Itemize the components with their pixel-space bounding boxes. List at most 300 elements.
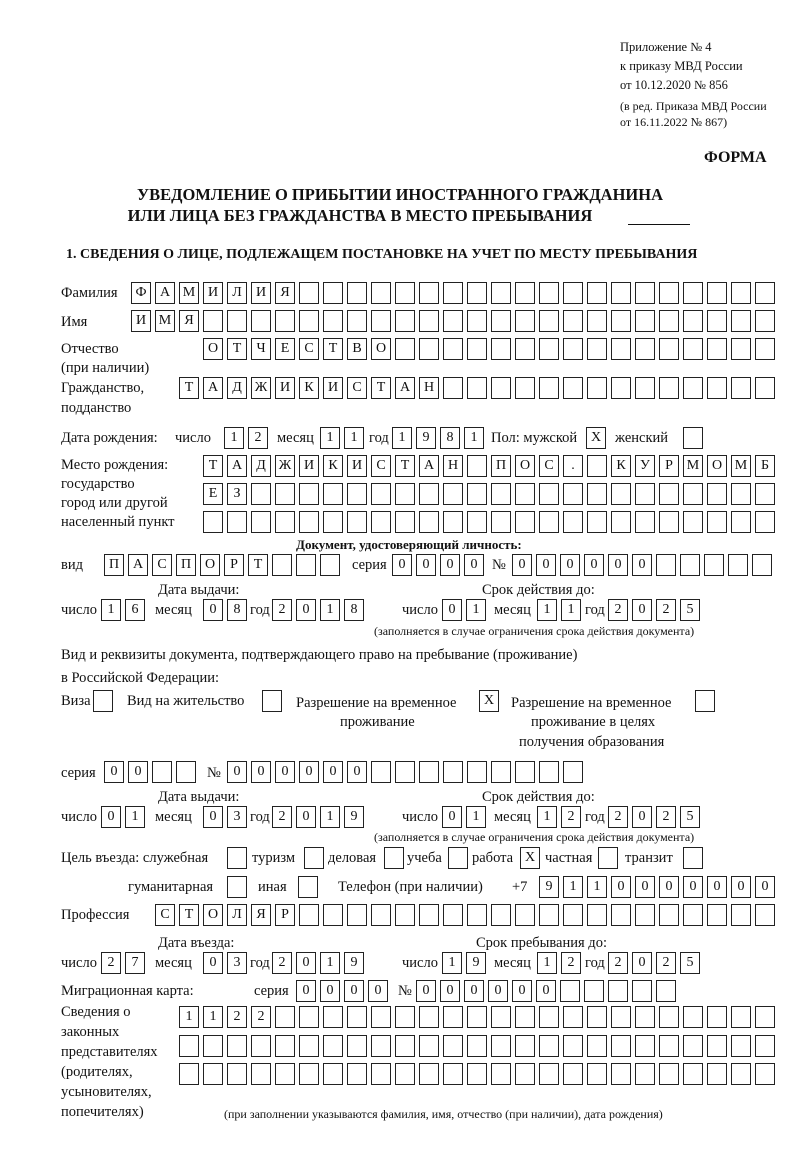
char-box[interactable]: 5	[680, 806, 700, 828]
char-box[interactable]	[683, 1063, 703, 1085]
char-box[interactable]: Т	[203, 455, 223, 477]
char-box[interactable]	[635, 483, 655, 505]
char-box[interactable]: 0	[368, 980, 388, 1002]
char-box[interactable]	[656, 980, 676, 1002]
citizenship-field[interactable]	[179, 377, 775, 399]
char-box[interactable]	[632, 980, 652, 1002]
char-box[interactable]	[251, 1035, 271, 1057]
char-box[interactable]	[539, 511, 559, 533]
char-box[interactable]	[683, 1035, 703, 1057]
char-box[interactable]	[275, 483, 295, 505]
char-box[interactable]: Л	[227, 282, 247, 304]
char-box[interactable]: 0	[611, 876, 631, 898]
char-box[interactable]: 0	[512, 554, 532, 576]
char-box[interactable]	[587, 904, 607, 926]
char-box[interactable]: А	[155, 282, 175, 304]
char-box[interactable]: 3	[227, 952, 247, 974]
char-box[interactable]	[179, 1035, 199, 1057]
char-box[interactable]: С	[155, 904, 175, 926]
checkbox-cell[interactable]	[227, 876, 247, 898]
char-box[interactable]: 0	[299, 761, 319, 783]
char-box[interactable]	[635, 282, 655, 304]
char-box[interactable]: 0	[584, 554, 604, 576]
char-box[interactable]: Д	[251, 455, 271, 477]
char-box[interactable]	[755, 904, 775, 926]
stay-until-year-field[interactable]	[608, 952, 700, 974]
char-box[interactable]	[659, 310, 679, 332]
temp-residence-checkbox[interactable]	[479, 690, 499, 712]
char-box[interactable]	[707, 1006, 727, 1028]
char-box[interactable]: И	[323, 377, 343, 399]
char-box[interactable]	[491, 282, 511, 304]
char-box[interactable]: А	[227, 455, 247, 477]
char-box[interactable]	[323, 1006, 343, 1028]
char-box[interactable]: М	[683, 455, 703, 477]
char-box[interactable]	[587, 511, 607, 533]
sex-male-checkbox[interactable]	[586, 427, 606, 449]
char-box[interactable]: 1	[179, 1006, 199, 1028]
char-box[interactable]	[731, 1063, 751, 1085]
char-box[interactable]	[515, 1006, 535, 1028]
checkbox-cell[interactable]: X	[520, 847, 540, 869]
char-box[interactable]	[611, 1006, 631, 1028]
char-box[interactable]	[467, 310, 487, 332]
char-box[interactable]: И	[131, 310, 151, 332]
char-box[interactable]	[659, 1063, 679, 1085]
char-box[interactable]	[635, 1035, 655, 1057]
char-box[interactable]: О	[371, 338, 391, 360]
char-box[interactable]: 2	[272, 952, 292, 974]
char-box[interactable]: А	[419, 455, 439, 477]
char-box[interactable]	[251, 483, 271, 505]
char-box[interactable]	[731, 282, 751, 304]
char-box[interactable]: 0	[635, 876, 655, 898]
char-box[interactable]: С	[347, 377, 367, 399]
char-box[interactable]: Ж	[275, 455, 295, 477]
char-box[interactable]: А	[128, 554, 148, 576]
char-box[interactable]	[563, 338, 583, 360]
entry-year-field[interactable]	[272, 952, 364, 974]
char-box[interactable]	[755, 338, 775, 360]
char-box[interactable]	[611, 310, 631, 332]
char-box[interactable]: Ч	[251, 338, 271, 360]
char-box[interactable]	[395, 310, 415, 332]
char-box[interactable]: Т	[248, 554, 268, 576]
char-box[interactable]: 0	[227, 761, 247, 783]
char-box[interactable]	[683, 483, 703, 505]
char-box[interactable]: 0	[755, 876, 775, 898]
char-box[interactable]: К	[611, 455, 631, 477]
char-box[interactable]	[731, 483, 751, 505]
char-box[interactable]	[347, 904, 367, 926]
char-box[interactable]: 2	[608, 806, 628, 828]
stay-valid-month-field[interactable]	[537, 806, 581, 828]
char-box[interactable]: 0	[560, 554, 580, 576]
char-box[interactable]: 1	[537, 806, 557, 828]
char-box[interactable]: 2	[608, 599, 628, 621]
char-box[interactable]	[443, 1006, 463, 1028]
birth-month-field[interactable]	[320, 427, 364, 449]
char-box[interactable]	[347, 310, 367, 332]
char-box[interactable]: Р	[659, 455, 679, 477]
char-box[interactable]: Б	[755, 455, 775, 477]
char-box[interactable]: 1	[344, 427, 364, 449]
char-box[interactable]	[539, 904, 559, 926]
char-box[interactable]	[635, 338, 655, 360]
char-box[interactable]: Я	[275, 282, 295, 304]
char-box[interactable]: О	[707, 455, 727, 477]
char-box[interactable]	[443, 1063, 463, 1085]
char-box[interactable]	[299, 904, 319, 926]
char-box[interactable]: 9	[466, 952, 486, 974]
char-box[interactable]	[395, 904, 415, 926]
char-box[interactable]	[347, 1006, 367, 1028]
char-box[interactable]: Р	[275, 904, 295, 926]
char-box[interactable]	[419, 338, 439, 360]
char-box[interactable]	[515, 310, 535, 332]
char-box[interactable]: 3	[227, 806, 247, 828]
char-box[interactable]	[515, 282, 535, 304]
char-box[interactable]	[707, 310, 727, 332]
checkbox-cell[interactable]	[598, 847, 618, 869]
char-box[interactable]	[320, 554, 340, 576]
char-box[interactable]: 2	[272, 599, 292, 621]
char-box[interactable]: С	[371, 455, 391, 477]
purpose-other-checkbox[interactable]	[298, 876, 318, 898]
migration-series-field[interactable]	[296, 980, 388, 1002]
char-box[interactable]	[395, 338, 415, 360]
char-box[interactable]	[371, 904, 391, 926]
char-box[interactable]: 9	[344, 806, 364, 828]
char-box[interactable]: Е	[203, 483, 223, 505]
char-box[interactable]	[467, 904, 487, 926]
char-box[interactable]	[395, 1035, 415, 1057]
char-box[interactable]	[611, 483, 631, 505]
char-box[interactable]	[731, 310, 751, 332]
char-box[interactable]	[731, 338, 751, 360]
char-box[interactable]	[659, 338, 679, 360]
checkbox-cell[interactable]	[227, 847, 247, 869]
char-box[interactable]: 0	[683, 876, 703, 898]
char-box[interactable]	[371, 310, 391, 332]
birthplace-field[interactable]	[203, 511, 775, 533]
char-box[interactable]: С	[299, 338, 319, 360]
char-box[interactable]: 8	[227, 599, 247, 621]
char-box[interactable]: 7	[125, 952, 145, 974]
char-box[interactable]: С	[152, 554, 172, 576]
char-box[interactable]	[755, 1063, 775, 1085]
char-box[interactable]	[515, 338, 535, 360]
char-box[interactable]: К	[299, 377, 319, 399]
char-box[interactable]	[152, 761, 172, 783]
char-box[interactable]: 0	[251, 761, 271, 783]
char-box[interactable]	[707, 377, 727, 399]
purpose-humanitarian-checkbox[interactable]	[227, 876, 247, 898]
char-box[interactable]: П	[176, 554, 196, 576]
char-box[interactable]	[443, 338, 463, 360]
char-box[interactable]: 2	[251, 1006, 271, 1028]
char-box[interactable]: 1	[563, 876, 583, 898]
char-box[interactable]	[707, 904, 727, 926]
sex-female-checkbox[interactable]	[683, 427, 703, 449]
char-box[interactable]: 0	[203, 952, 223, 974]
char-box[interactable]	[584, 980, 604, 1002]
representatives-field[interactable]	[179, 1035, 775, 1057]
char-box[interactable]: Т	[179, 377, 199, 399]
checkbox-cell[interactable]	[683, 847, 703, 869]
char-box[interactable]	[611, 904, 631, 926]
representatives-field[interactable]	[179, 1006, 775, 1028]
char-box[interactable]	[419, 761, 439, 783]
char-box[interactable]: 2	[561, 952, 581, 974]
char-box[interactable]: Я	[251, 904, 271, 926]
char-box[interactable]	[659, 1006, 679, 1028]
char-box[interactable]: 0	[659, 876, 679, 898]
char-box[interactable]	[539, 483, 559, 505]
checkbox-cell[interactable]	[262, 690, 282, 712]
purpose-study-checkbox[interactable]	[448, 847, 468, 869]
char-box[interactable]	[563, 511, 583, 533]
char-box[interactable]	[467, 1035, 487, 1057]
char-box[interactable]	[728, 554, 748, 576]
residence-permit-checkbox[interactable]	[262, 690, 282, 712]
char-box[interactable]	[203, 310, 223, 332]
char-box[interactable]	[347, 511, 367, 533]
stay-series-field[interactable]	[104, 761, 196, 783]
char-box[interactable]	[443, 377, 463, 399]
char-box[interactable]	[587, 282, 607, 304]
char-box[interactable]: 0	[296, 599, 316, 621]
char-box[interactable]: 0	[464, 980, 484, 1002]
char-box[interactable]: 1	[537, 599, 557, 621]
char-box[interactable]: Д	[227, 377, 247, 399]
char-box[interactable]	[659, 904, 679, 926]
char-box[interactable]	[563, 904, 583, 926]
char-box[interactable]	[467, 377, 487, 399]
char-box[interactable]: 0	[416, 554, 436, 576]
char-box[interactable]: М	[155, 310, 175, 332]
char-box[interactable]	[659, 282, 679, 304]
char-box[interactable]: О	[203, 904, 223, 926]
char-box[interactable]: М	[731, 455, 751, 477]
char-box[interactable]	[755, 1006, 775, 1028]
checkbox-cell[interactable]	[93, 690, 113, 712]
char-box[interactable]	[491, 483, 511, 505]
char-box[interactable]	[371, 1035, 391, 1057]
char-box[interactable]	[227, 1035, 247, 1057]
char-box[interactable]	[323, 1035, 343, 1057]
char-box[interactable]	[419, 310, 439, 332]
char-box[interactable]	[731, 904, 751, 926]
char-box[interactable]	[515, 1063, 535, 1085]
patronymic-field[interactable]	[203, 338, 775, 360]
char-box[interactable]: С	[539, 455, 559, 477]
char-box[interactable]	[707, 1035, 727, 1057]
char-box[interactable]	[563, 1035, 583, 1057]
char-box[interactable]: 1	[442, 952, 462, 974]
char-box[interactable]: В	[347, 338, 367, 360]
char-box[interactable]	[467, 1063, 487, 1085]
char-box[interactable]	[611, 377, 631, 399]
char-box[interactable]: 2	[656, 806, 676, 828]
char-box[interactable]	[179, 1063, 199, 1085]
char-box[interactable]	[539, 1006, 559, 1028]
char-box[interactable]	[563, 377, 583, 399]
char-box[interactable]: Т	[395, 455, 415, 477]
char-box[interactable]	[539, 377, 559, 399]
stay-issue-day-field[interactable]	[101, 806, 145, 828]
purpose-private-checkbox[interactable]	[598, 847, 618, 869]
char-box[interactable]: 1	[320, 599, 340, 621]
char-box[interactable]	[419, 1006, 439, 1028]
checkbox-cell[interactable]	[384, 847, 404, 869]
char-box[interactable]	[515, 904, 535, 926]
char-box[interactable]	[635, 1063, 655, 1085]
char-box[interactable]	[395, 1006, 415, 1028]
char-box[interactable]	[611, 1063, 631, 1085]
char-box[interactable]	[656, 554, 676, 576]
char-box[interactable]: Н	[443, 455, 463, 477]
char-box[interactable]: Н	[419, 377, 439, 399]
name-field[interactable]	[131, 310, 775, 332]
char-box[interactable]	[731, 377, 751, 399]
char-box[interactable]	[347, 1035, 367, 1057]
char-box[interactable]: 0	[320, 980, 340, 1002]
char-box[interactable]	[467, 282, 487, 304]
char-box[interactable]	[755, 310, 775, 332]
char-box[interactable]	[611, 338, 631, 360]
stay-issue-month-field[interactable]	[203, 806, 247, 828]
char-box[interactable]	[659, 511, 679, 533]
char-box[interactable]: О	[200, 554, 220, 576]
char-box[interactable]	[275, 1035, 295, 1057]
char-box[interactable]	[635, 377, 655, 399]
char-box[interactable]: 1	[125, 806, 145, 828]
char-box[interactable]	[227, 511, 247, 533]
char-box[interactable]	[515, 377, 535, 399]
char-box[interactable]	[755, 377, 775, 399]
char-box[interactable]	[683, 282, 703, 304]
char-box[interactable]	[467, 483, 487, 505]
char-box[interactable]: 1	[587, 876, 607, 898]
purpose-transit-checkbox[interactable]	[683, 847, 703, 869]
char-box[interactable]: 9	[344, 952, 364, 974]
id-number-field[interactable]	[512, 554, 772, 576]
birth-day-field[interactable]	[224, 427, 268, 449]
stay-valid-year-field[interactable]	[608, 806, 700, 828]
char-box[interactable]: 1	[537, 952, 557, 974]
char-box[interactable]	[395, 761, 415, 783]
char-box[interactable]	[611, 1035, 631, 1057]
id-issue-year-field[interactable]	[272, 599, 364, 621]
char-box[interactable]: Е	[275, 338, 295, 360]
char-box[interactable]: 0	[128, 761, 148, 783]
char-box[interactable]	[587, 455, 607, 477]
char-box[interactable]: 0	[731, 876, 751, 898]
char-box[interactable]: 2	[656, 952, 676, 974]
char-box[interactable]	[419, 1063, 439, 1085]
char-box[interactable]: М	[179, 282, 199, 304]
blank-line[interactable]	[628, 208, 690, 225]
char-box[interactable]: И	[251, 282, 271, 304]
migration-number-field[interactable]	[416, 980, 676, 1002]
birthplace-field[interactable]	[203, 455, 775, 477]
char-box[interactable]	[635, 1006, 655, 1028]
id-issue-day-field[interactable]	[101, 599, 145, 621]
phone-field[interactable]	[539, 876, 775, 898]
char-box[interactable]	[704, 554, 724, 576]
birthplace-field[interactable]	[203, 483, 775, 505]
char-box[interactable]	[323, 483, 343, 505]
char-box[interactable]	[707, 338, 727, 360]
char-box[interactable]: Т	[323, 338, 343, 360]
char-box[interactable]	[659, 1035, 679, 1057]
char-box[interactable]	[563, 483, 583, 505]
char-box[interactable]: 1	[320, 806, 340, 828]
id-issue-month-field[interactable]	[203, 599, 247, 621]
char-box[interactable]	[251, 1063, 271, 1085]
id-valid-month-field[interactable]	[537, 599, 581, 621]
id-series-field[interactable]	[392, 554, 484, 576]
char-box[interactable]	[539, 338, 559, 360]
id-valid-day-field[interactable]	[442, 599, 486, 621]
char-box[interactable]: 0	[296, 952, 316, 974]
char-box[interactable]: 2	[227, 1006, 247, 1028]
char-box[interactable]	[176, 761, 196, 783]
char-box[interactable]: 0	[707, 876, 727, 898]
char-box[interactable]	[731, 1006, 751, 1028]
char-box[interactable]	[491, 511, 511, 533]
char-box[interactable]: 5	[680, 599, 700, 621]
char-box[interactable]	[731, 1035, 751, 1057]
char-box[interactable]	[683, 377, 703, 399]
char-box[interactable]	[680, 554, 700, 576]
char-box[interactable]	[467, 338, 487, 360]
char-box[interactable]	[539, 282, 559, 304]
char-box[interactable]	[227, 310, 247, 332]
char-box[interactable]	[491, 377, 511, 399]
char-box[interactable]	[251, 511, 271, 533]
char-box[interactable]: И	[299, 455, 319, 477]
char-box[interactable]: 2	[101, 952, 121, 974]
char-box[interactable]: 9	[416, 427, 436, 449]
char-box[interactable]	[419, 1035, 439, 1057]
char-box[interactable]: 0	[488, 980, 508, 1002]
char-box[interactable]	[419, 483, 439, 505]
char-box[interactable]: 1	[466, 806, 486, 828]
char-box[interactable]: 0	[203, 806, 223, 828]
char-box[interactable]	[731, 511, 751, 533]
char-box[interactable]	[683, 338, 703, 360]
char-box[interactable]	[395, 511, 415, 533]
char-box[interactable]	[515, 1035, 535, 1057]
char-box[interactable]	[611, 282, 631, 304]
char-box[interactable]: 0	[275, 761, 295, 783]
char-box[interactable]	[299, 282, 319, 304]
entry-day-field[interactable]	[101, 952, 145, 974]
char-box[interactable]: 2	[656, 599, 676, 621]
char-box[interactable]	[539, 1035, 559, 1057]
char-box[interactable]	[515, 483, 535, 505]
char-box[interactable]: Т	[227, 338, 247, 360]
char-box[interactable]: 0	[608, 554, 628, 576]
char-box[interactable]	[587, 338, 607, 360]
char-box[interactable]	[443, 483, 463, 505]
char-box[interactable]	[587, 1035, 607, 1057]
char-box[interactable]: 0	[101, 806, 121, 828]
char-box[interactable]	[563, 761, 583, 783]
char-box[interactable]	[611, 511, 631, 533]
